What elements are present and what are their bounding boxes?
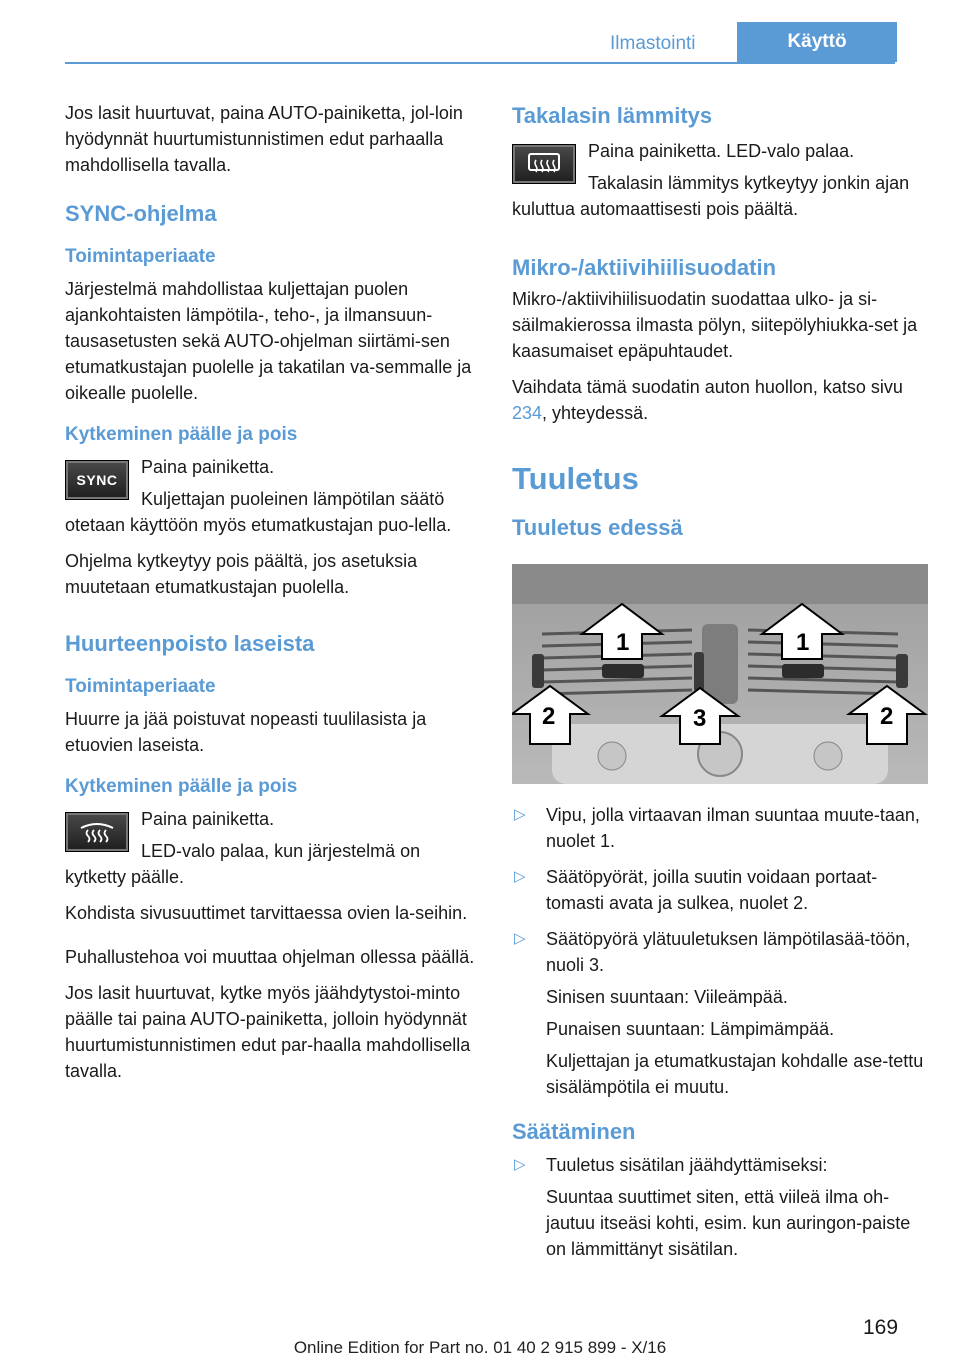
list-item [512, 926, 930, 1100]
triangle-bullet-icon: ▷ [514, 806, 526, 823]
filter-service-text-a: Vaihdata tämä suodatin auton huollon, katso sivu [512, 377, 903, 397]
defrost-text-blower: Puhallustehoa voi muuttaa ohjelman ollessa päällä. [65, 947, 475, 967]
defrost-text-side: Kohdista sivusuuttimet tarvittaessa ovien la‐seihin. [65, 903, 468, 923]
defrost-button-block [65, 806, 485, 900]
heading-rear-window: Takalasin lämmitys [512, 103, 713, 128]
list-item-text: Säätöpyörä ylätuuletuksen lämpötilasää‐töön, nuoli 3. [546, 929, 911, 975]
rear-text-auto-off: Takalasin lämmitys kytkeytyy jonkin ajan kuluttua automaattisesti pois päältä. [512, 173, 910, 219]
filter-text: Mikro-/aktiivihiilisuodatin suodattaa ulko- ja si‐säilmakierossa ilmasta pölyn, siitepölyhiukka‐set ja kaasumaiset epäpuhtaudet. [512, 289, 918, 361]
triangle-bullet-icon: ▷ [514, 868, 526, 885]
sync-text-press: Paina painiketta. [141, 457, 275, 477]
photo-label-1a: 1 [616, 629, 630, 656]
adjust-list [512, 1152, 930, 1262]
photo-label-2a: 2 [542, 703, 556, 730]
page-link[interactable]: 234 [512, 403, 543, 423]
header-section-title: Ilmastointi [610, 33, 696, 54]
list-item [512, 864, 930, 916]
filter-service-text-b: , yhteydessä. [542, 403, 649, 423]
list-item-text: Tuuletus sisätilan jäähdyttämiseksi: [546, 1155, 828, 1175]
heading-ventilation: Tuuletus [512, 461, 639, 496]
subheading-principle-sync: Toimintaperiaate [65, 246, 216, 267]
sync-principle-text: Järjestelmä mahdollistaa kuljettajan puolen ajankohtaisten lämpötila-, teho-, ja ilmansuun‐tausasetusten sekä AUTO-ohjelman siirtämi‐sen etumatkustajan puolelle ja takatilan va‐semmalle ja oikealle puolelle. [65, 279, 472, 403]
subheading-onoff-defrost: Kytkeminen päälle ja pois [65, 776, 298, 797]
dashboard-vents-photo [512, 564, 928, 784]
left-column [65, 100, 485, 1094]
heading-front-ventilation: Tuuletus edessä [512, 515, 683, 540]
rear-window-heating-icon [512, 144, 576, 184]
rear-text-press: Paina painiketta. LED-valo palaa. [588, 141, 855, 161]
windshield-defrost-icon [65, 812, 129, 852]
list-item-text: Vipu, jolla virtaavan ilman suuntaa muute‐taan, nuolet 1. [546, 805, 920, 851]
list-item [512, 802, 930, 854]
footer-edition: Online Edition for Part no. 01 40 2 915 899 - X/16 [293, 1338, 667, 1357]
defrost-principle-text: Huurre ja jää poistuvat nopeasti tuulilasista ja etuovien laseista. [65, 709, 427, 755]
list-item-text: Punaisen suuntaan: Lämpimämpää. [546, 1019, 835, 1039]
list-item-text: Sinisen suuntaan: Viileämpää. [546, 987, 788, 1007]
header-chapter-tab: Käyttö [737, 22, 897, 62]
sync-button-icon: SYNC [65, 460, 129, 500]
list-item-text: Säätöpyörät, joilla suutin voidaan portaat‐tomasti avata ja sulkea, nuolet 2. [546, 867, 878, 913]
list-item-text: Suuntaa suuttimet siten, että viileä ilma oh‐jautuu itseäsi kohti, esim. kun auringon‐paiste on lämmittänyt sisätilan. [546, 1187, 911, 1259]
subheading-onoff-sync: Kytkeminen päälle ja pois [65, 424, 298, 445]
heading-filter: Mikro-/aktiivihiilisuodatin [512, 255, 777, 280]
photo-label-1b: 1 [796, 629, 810, 656]
triangle-bullet-icon: ▷ [514, 930, 526, 947]
intro-paragraph: Jos lasit huurtuvat, paina AUTO-painiketta, jol‐loin hyödynnät huurtumistunnistimen edut parhaalla mahdollisella tavalla. [65, 103, 463, 175]
header-rule [65, 62, 895, 64]
filter-service-text [512, 374, 930, 426]
triangle-bullet-icon: ▷ [514, 1156, 526, 1173]
list-item [512, 1152, 930, 1262]
sync-button-block [65, 454, 485, 548]
vent-feature-list [512, 802, 930, 1100]
defrost-text-press: Paina painiketta. [141, 809, 275, 829]
heading-adjust: Säätäminen [512, 1119, 636, 1144]
subheading-principle-defrost: Toimintaperiaate [65, 676, 216, 697]
rear-button-block [512, 138, 930, 232]
list-item-text: Kuljettajan ja etumatkustajan kohdalle ase‐tettu sisälämpötila ei muutu. [546, 1051, 924, 1097]
photo-label-2b: 2 [880, 703, 894, 730]
heading-defrost: Huurteenpoisto laseista [65, 631, 315, 656]
photo-label-3: 3 [693, 705, 707, 732]
page-number: 169 [863, 1316, 899, 1339]
heading-sync: SYNC-ohjelma [65, 201, 217, 226]
sync-text-off: Ohjelma kytkeytyy pois päältä, jos asetuksia muutetaan etumatkustajan puolella. [65, 551, 418, 597]
defrost-text-auto: Jos lasit huurtuvat, kytke myös jäähdytystoi‐minto päälle tai paina AUTO-painiketta, jolloin hyödynnät huurtumistunnistimen edut par‐haalla mahdollisella tavalla. [65, 983, 471, 1081]
right-column [512, 100, 930, 1272]
sync-text-driver: Kuljettajan puoleinen lämpötilan säätö otetaan käyttöön myös etumatkustajan puo‐lella. [65, 489, 452, 535]
defrost-text-led: LED-valo palaa, kun järjestelmä on kytketty päälle. [65, 841, 421, 887]
